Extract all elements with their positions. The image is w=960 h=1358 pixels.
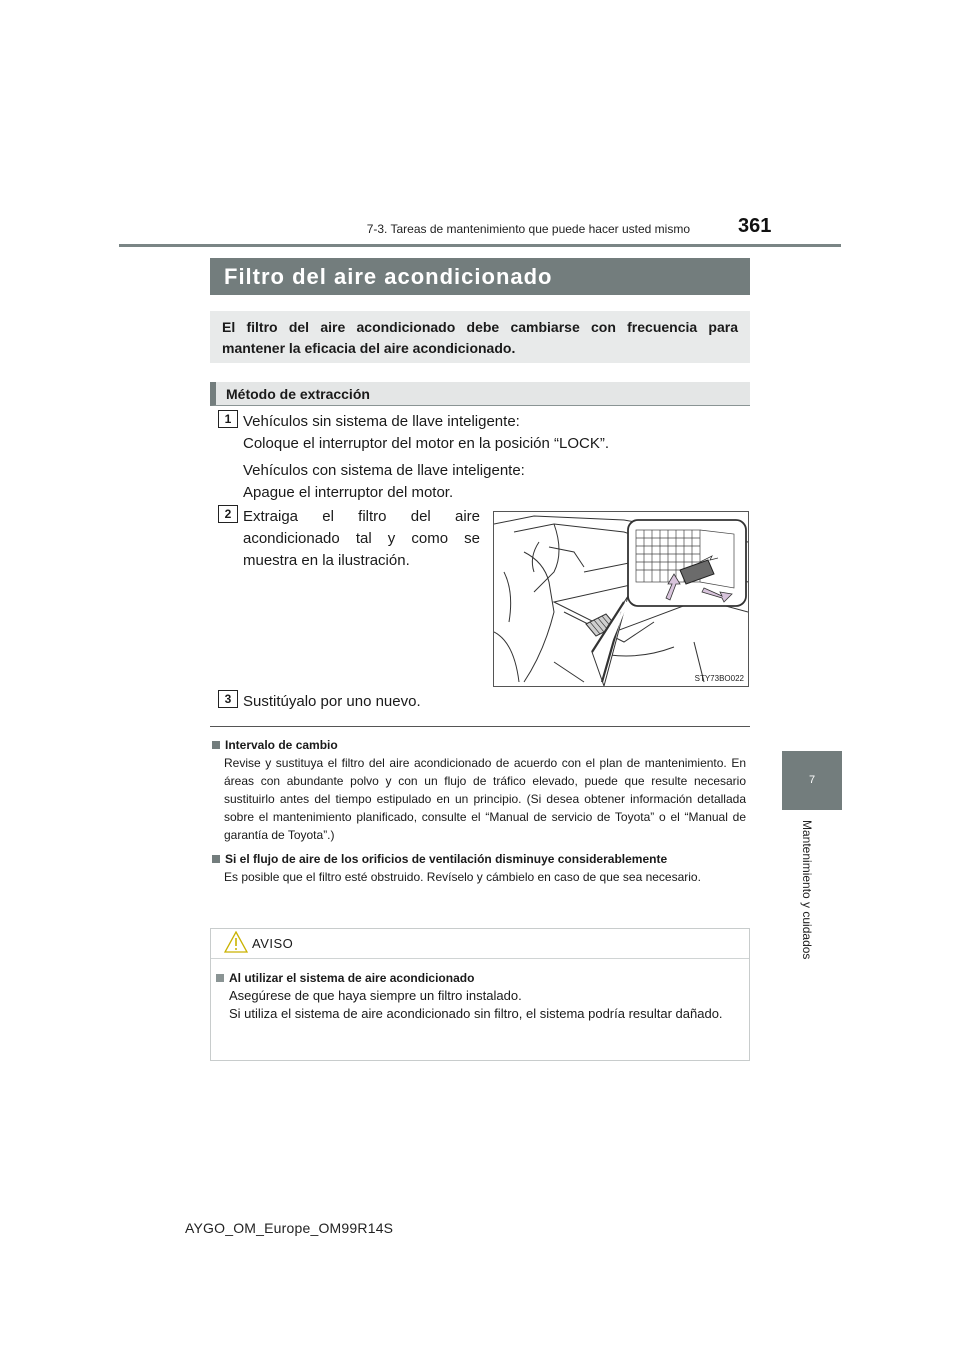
- warning-content: [216, 970, 740, 1023]
- running-header: 7-3. Tareas de mantenimiento que puede hacer usted mismo: [366, 222, 690, 236]
- page-title: Filtro del aire acondicionado: [210, 258, 750, 295]
- note-1: [212, 737, 746, 844]
- chapter-tab: 7: [782, 751, 842, 810]
- chapter-title-text: Mantenimiento y cuidados: [800, 820, 814, 960]
- note-2-heading: [212, 851, 746, 868]
- step-1-line-3: Vehículos con sistema de llave inteligente:: [243, 462, 525, 479]
- note-2: [212, 851, 746, 886]
- square-bullet-icon: [212, 741, 220, 749]
- warning-line-1: Asegúrese de que haya siempre un filtro instalado.: [229, 988, 522, 1003]
- note-1-heading-text: Intervalo de cambio: [225, 738, 338, 752]
- note-2-body: Es posible que el filtro esté obstruido. Revíselo y cámbielo en caso de que sea necesario.: [224, 870, 701, 884]
- note-1-heading: [212, 737, 746, 754]
- illustration-filter-removal: [493, 511, 749, 687]
- document-footer: AYGO_OM_Europe_OM99R14S: [185, 1220, 394, 1236]
- warning-line-2: Si utiliza el sistema de aire acondicionado sin filtro, el sistema podría resultar dañado.: [229, 1006, 723, 1021]
- step-1-text: [243, 411, 609, 504]
- warning-heading: [216, 970, 740, 987]
- figure-code: STY73BO022: [694, 674, 744, 683]
- intro-box: El filtro del aire acondicionado debe cambiarse con frecuencia para mantener la eficacia del aire acondicionado.: [210, 311, 750, 363]
- warning-triangle-icon: [224, 931, 248, 953]
- step-1-line-2: Coloque el interruptor del motor en la posición “LOCK”.: [243, 435, 610, 452]
- step-2-line-1: Extraiga el filtro del aire: [243, 508, 480, 525]
- note-1-body: Revise y sustituya el filtro del aire acondicionado de acuerdo con el plan de mantenimiento. En áreas con abundante polvo y con un flujo de tráfico elevado, puede que resulte necesario sustituirlo antes del tiempo estipulado en un principio. (Si desea obtener información detallada sobre el mantenimiento planificado, consulte el “Manual de servicio de Toyota” o el “Manual de garantía de Toyota”.): [224, 756, 746, 842]
- step-3-text: Sustitúyalo por uno nuevo.: [243, 693, 421, 710]
- section-subheading: Método de extracción: [210, 382, 750, 406]
- step-badge-1: 1: [218, 410, 238, 428]
- step-2-text: [243, 506, 480, 572]
- section-divider: [210, 726, 750, 727]
- chapter-title-vertical: [800, 820, 814, 980]
- note-2-heading-text: Si el flujo de aire de los orificios de ventilación disminuye considerablemente: [225, 852, 668, 866]
- step-2-line-2: acondicionado tal y como se: [243, 530, 480, 547]
- page-number: 361: [738, 215, 772, 237]
- warning-title: AVISO: [252, 936, 294, 951]
- warning-rule: [211, 958, 749, 959]
- square-bullet-icon: [212, 855, 220, 863]
- step-1-line-1: Vehículos sin sistema de llave inteligente:: [243, 413, 520, 430]
- step-badge-2: 2: [218, 505, 238, 523]
- step-1-line-4: Apague el interruptor del motor.: [243, 484, 454, 501]
- header-rule: [119, 244, 841, 247]
- step-2-line-3: muestra en la ilustración.: [243, 552, 410, 569]
- warning-heading-text: Al utilizar el sistema de aire acondicionado: [229, 971, 475, 985]
- step-badge-3: 3: [218, 690, 238, 708]
- dashboard-drawing: [494, 512, 748, 686]
- square-bullet-icon: [216, 974, 224, 982]
